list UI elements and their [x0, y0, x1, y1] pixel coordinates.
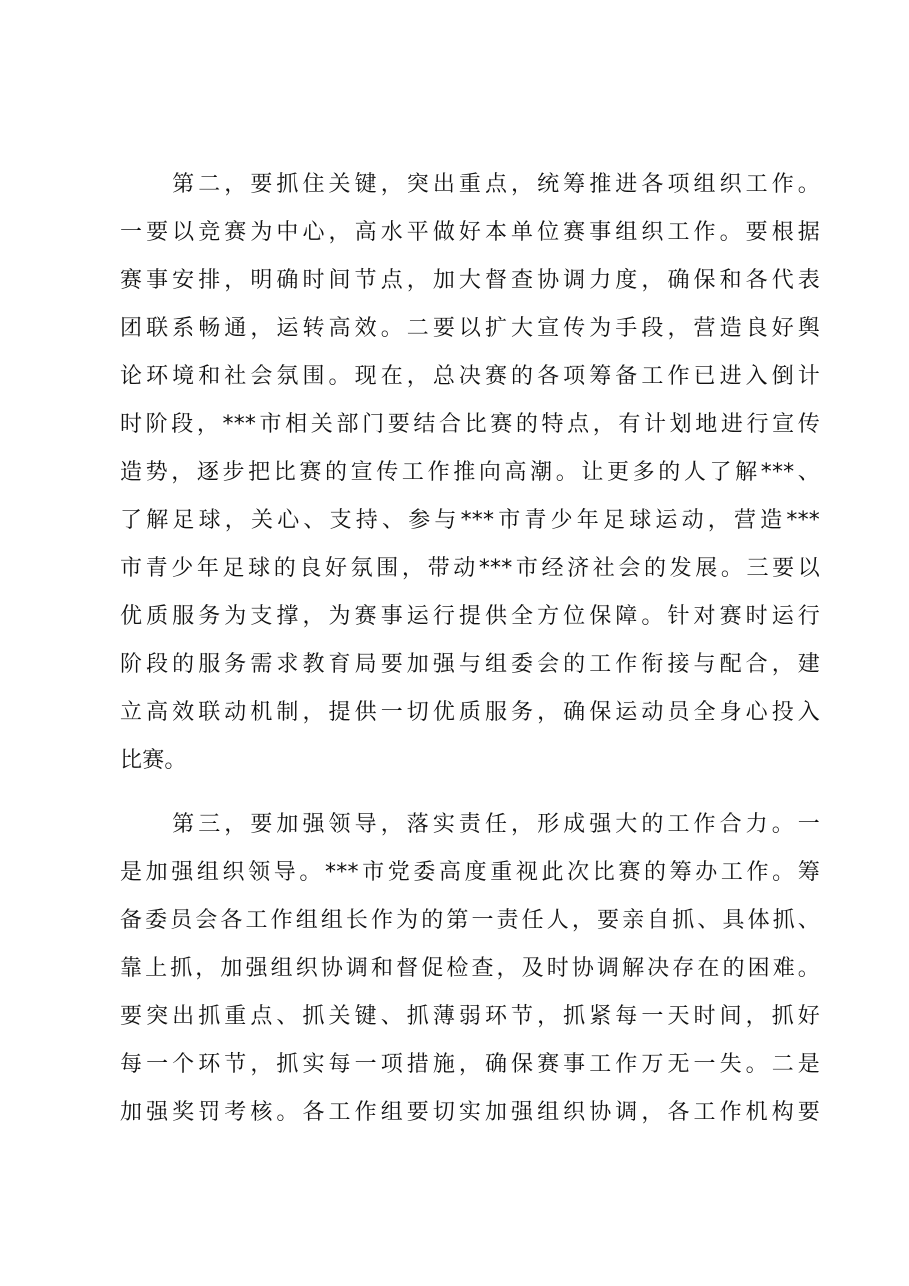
paragraph-1 [120, 161, 820, 785]
paragraph-line: 靠上抓，加强组织协调和督促检查，及时协调解决存在的困难。 [120, 956, 820, 981]
paragraph-line: 优质服务为支撑，为赛事运行提供全方位保障。针对赛时运行 [120, 604, 820, 629]
paragraph-line: 了解足球，关心、支持、参与***市青少年足球运动，营造*** [120, 508, 820, 533]
paragraph-line: 赛事安排，明确时间节点，加大督查协调力度，确保和各代表 [120, 268, 820, 293]
paragraph-line: 时阶段，***市相关部门要结合比赛的特点，有计划地进行宣传 [120, 412, 820, 437]
paragraph-line: 团联系畅通，运转高效。二要以扩大宣传为手段，营造良好舆 [120, 316, 820, 341]
paragraph-2 [120, 801, 820, 1137]
paragraph-line: 市青少年足球的良好氛围，带动***市经济社会的发展。三要以 [120, 556, 820, 581]
paragraph-line: 每一个环节，抓实每一项措施，确保赛事工作万无一失。二是 [120, 1052, 820, 1077]
paragraph-line: 阶段的服务需求教育局要加强与组委会的工作衔接与配合，建 [120, 652, 820, 677]
paragraph-line: 第二，要抓住关键，突出重点，统筹推进各项组织工作。 [120, 172, 820, 197]
paragraph-line: 立高效联动机制，提供一切优质服务，确保运动员全身心投入 [120, 700, 820, 725]
paragraph-line: 备委员会各工作组组长作为的第一责任人，要亲自抓、具体抓、 [120, 908, 820, 933]
paragraph-line: 第三，要加强领导，落实责任，形成强大的工作合力。一 [120, 812, 820, 837]
paragraph-line: 一要以竞赛为中心，高水平做好本单位赛事组织工作。要根据 [120, 220, 820, 245]
paragraph-line: 论环境和社会氛围。现在，总决赛的各项筹备工作已进入倒计 [120, 364, 820, 389]
paragraph-line: 比赛。 [120, 748, 187, 773]
paragraph-line: 是加强组织领导。***市党委高度重视此次比赛的筹办工作。筹 [120, 860, 820, 885]
paragraph-line: 要突出抓重点、抓关键、抓薄弱环节，抓紧每一天时间，抓好 [120, 1004, 820, 1029]
paragraph-line: 造势，逐步把比赛的宣传工作推向高潮。让更多的人了解***、 [120, 460, 820, 485]
paragraph-line: 加强奖罚考核。各工作组要切实加强组织协调，各工作机构要 [120, 1100, 820, 1125]
